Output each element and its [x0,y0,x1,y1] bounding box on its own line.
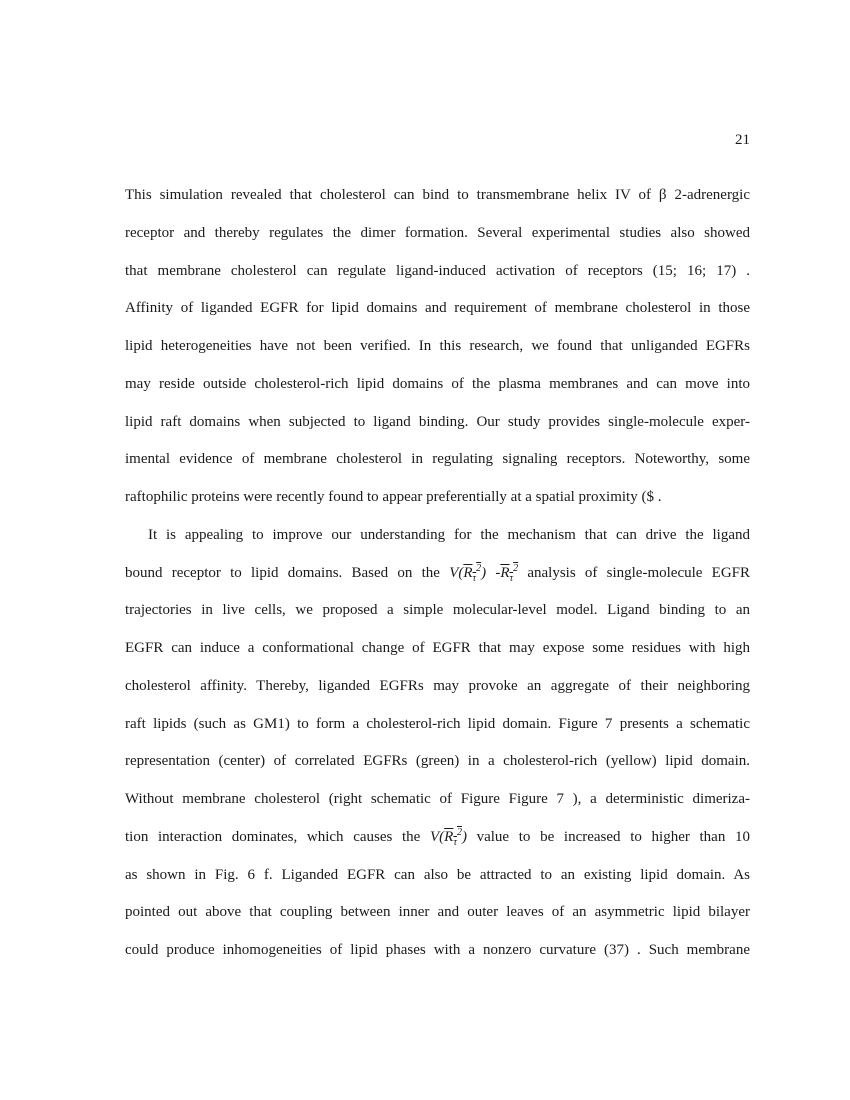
text-line: could produce inhomogeneities of lipid phases with a nonzero curvature (37) . Such membrane [125,942,750,958]
text-line: trajectories in live cells, we proposed a simple molecular-level model. Ligand binding to an [125,602,750,619]
text-line-with-math [125,826,750,864]
math-variance-function: $V(R_\tau^2)$ [430,826,467,848]
text-line: pointed out above that coupling between inner and outer leaves of an asymmetric lipid bilayer [125,904,750,921]
text-line: cholesterol affinity. Thereby, liganded EGFRs may provoke an aggregate of their neighboring [125,677,750,694]
text-line: may reside outside cholesterol-rich lipid domains of the plasma membranes and can move into [125,375,750,392]
text-line: It is appealing to improve our understanding for the mechanism that can drive the ligand [148,526,750,543]
text-line: lipid heterogeneities have not been verified. In this research, we found that unliganded EGFRs [125,338,750,354]
text-line: as shown in Fig. 6 f. Liganded EGFR can also be attracted to an existing lipid domain. As [125,866,750,883]
text-line: lipid raft domains when subjected to ligand binding. Our study provides single-molecule exper- [125,413,750,430]
text-fragment: bound receptor to lipid domains. Based on the [125,564,450,581]
text-line: that membrane cholesterol can regulate ligand-induced activation of receptors (15; 16; 17) . [125,262,750,279]
math-overlined-term: $R_\tau^2$ [500,562,519,584]
math-variance-function: $V(R_\tau^2)$ [449,562,487,584]
page-number: 21 [735,132,750,148]
text-fragment: analysis of single-molecule EGFR [518,564,750,581]
text-line: raftophilic proteins were recently found to appear preferentially at a spatial proximity ($ . [125,489,662,505]
text-line: imental evidence of membrane cholesterol in regulating signaling receptors. Noteworthy, some [125,451,750,468]
text-fragment: value to be increased to higher than 10 [466,828,750,845]
text-fragment: - [486,564,501,581]
math-overlined-term: $R_\tau^2$ [463,562,482,584]
text-fragment: tion interaction dominates, which causes the [125,828,430,845]
math-overlined-term: $R_\tau^2$ [444,826,462,848]
text-line: representation (center) of correlated EGFRs (green) in a cholesterol-rich (yellow) lipid domain. [125,753,750,770]
text-line: EGFR can induce a conformational change of EGFR that may expose some residues with high [125,640,750,656]
text-line: Without membrane cholesterol (right schematic of Figure Figure 7 ), a deterministic dimeriza- [125,791,750,807]
text-line: receptor and thereby regulates the dimer formation. Several experimental studies also showed [125,224,750,241]
text-line: Affinity of liganded EGFR for lipid domains and requirement of membrane cholesterol in those [125,300,750,317]
text-line: This simulation revealed that cholesterol can bind to transmembrane helix IV of β 2-adrenergic [125,187,750,203]
body-text [125,184,750,977]
text-line-with-math [125,562,750,600]
text-line: raft lipids (such as GM1) to form a cholesterol-rich lipid domain. Figure 7 presents a schematic [125,715,750,732]
